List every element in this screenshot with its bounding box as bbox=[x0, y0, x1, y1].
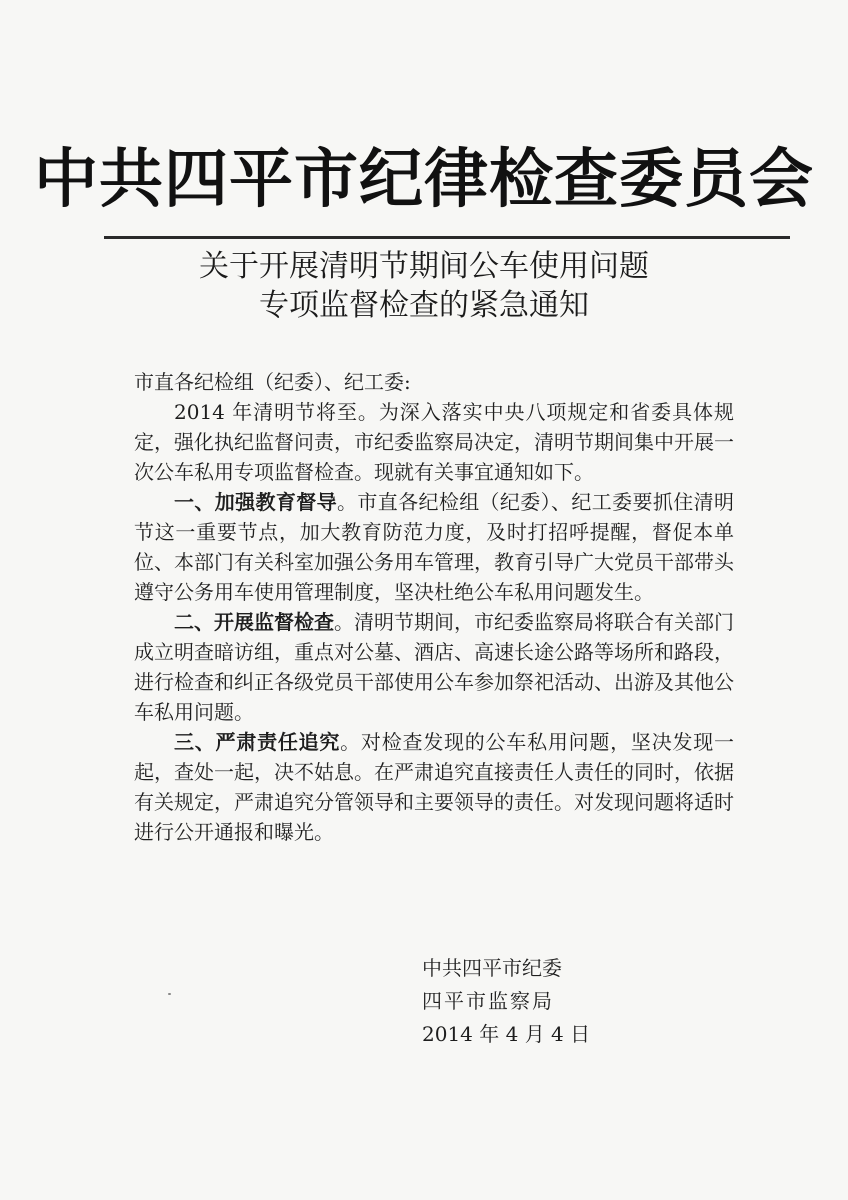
signature-block bbox=[422, 952, 590, 1051]
masthead-org-name: 中共四平市纪律检查委员会 bbox=[34, 143, 814, 217]
section-paragraph-2 bbox=[134, 607, 734, 727]
document-body bbox=[134, 367, 734, 847]
section-heading-2: 二、开展监督检查 bbox=[174, 610, 334, 634]
section-text-1: 。市直各纪检组（纪委）、纪工委要抓住清明节这一重要节点，加大教育防范力度，及时打招呼提醒，督促本单位、本部门有关科室加强公务用车管理，教育引导广大党员干部带头遵守公务用车使用管理制度，坚决杜绝公车私用问题发生。 bbox=[134, 490, 735, 604]
document-title-line-2: 专项监督检查的紧急通知 bbox=[259, 288, 589, 323]
issuer-1: 中共四平市纪委 bbox=[422, 956, 562, 980]
section-paragraph-1 bbox=[134, 487, 734, 607]
scan-speck bbox=[168, 993, 171, 995]
salutation: 市直各纪检组（纪委）、纪工委: bbox=[134, 370, 411, 394]
intro-paragraph: 2014 年清明节将至。为深入落实中央八项规定和省委具体规定，强化执纪监督问责，市纪委监察局决定，清明节期间集中开展一次公车私用专项监督检查。现就有关事宜通知如下。 bbox=[134, 400, 734, 484]
issuer-2: 四平市监察局 bbox=[422, 989, 554, 1013]
issue-date: 2014 年 4 月 4 日 bbox=[422, 1022, 591, 1046]
section-text-3: 。对检查发现的公车私用问题，坚决发现一起，查处一起，决不姑息。在严肃追究直接责任人责任的同时，依据有关规定，严肃追究分管领导和主要领导的责任。对发现问题将适时进行公开通报和曝光。 bbox=[134, 730, 735, 844]
masthead-divider bbox=[104, 236, 790, 239]
section-text-2: 。清明节期间，市纪委监察局将联合有关部门成立明查暗访组，重点对公墓、酒店、高速长途公路等场所和路段，进行检查和纠正各级党员干部使用公车参加祭祀活动、出游及其他公车私用问题。 bbox=[134, 610, 734, 724]
document-title-line-1: 关于开展清明节期间公车使用问题 bbox=[199, 249, 649, 284]
section-heading-1: 一、加强教育督导 bbox=[174, 490, 337, 514]
section-heading-3: 三、严肃责任追究 bbox=[174, 730, 341, 754]
section-paragraph-3 bbox=[134, 727, 734, 847]
